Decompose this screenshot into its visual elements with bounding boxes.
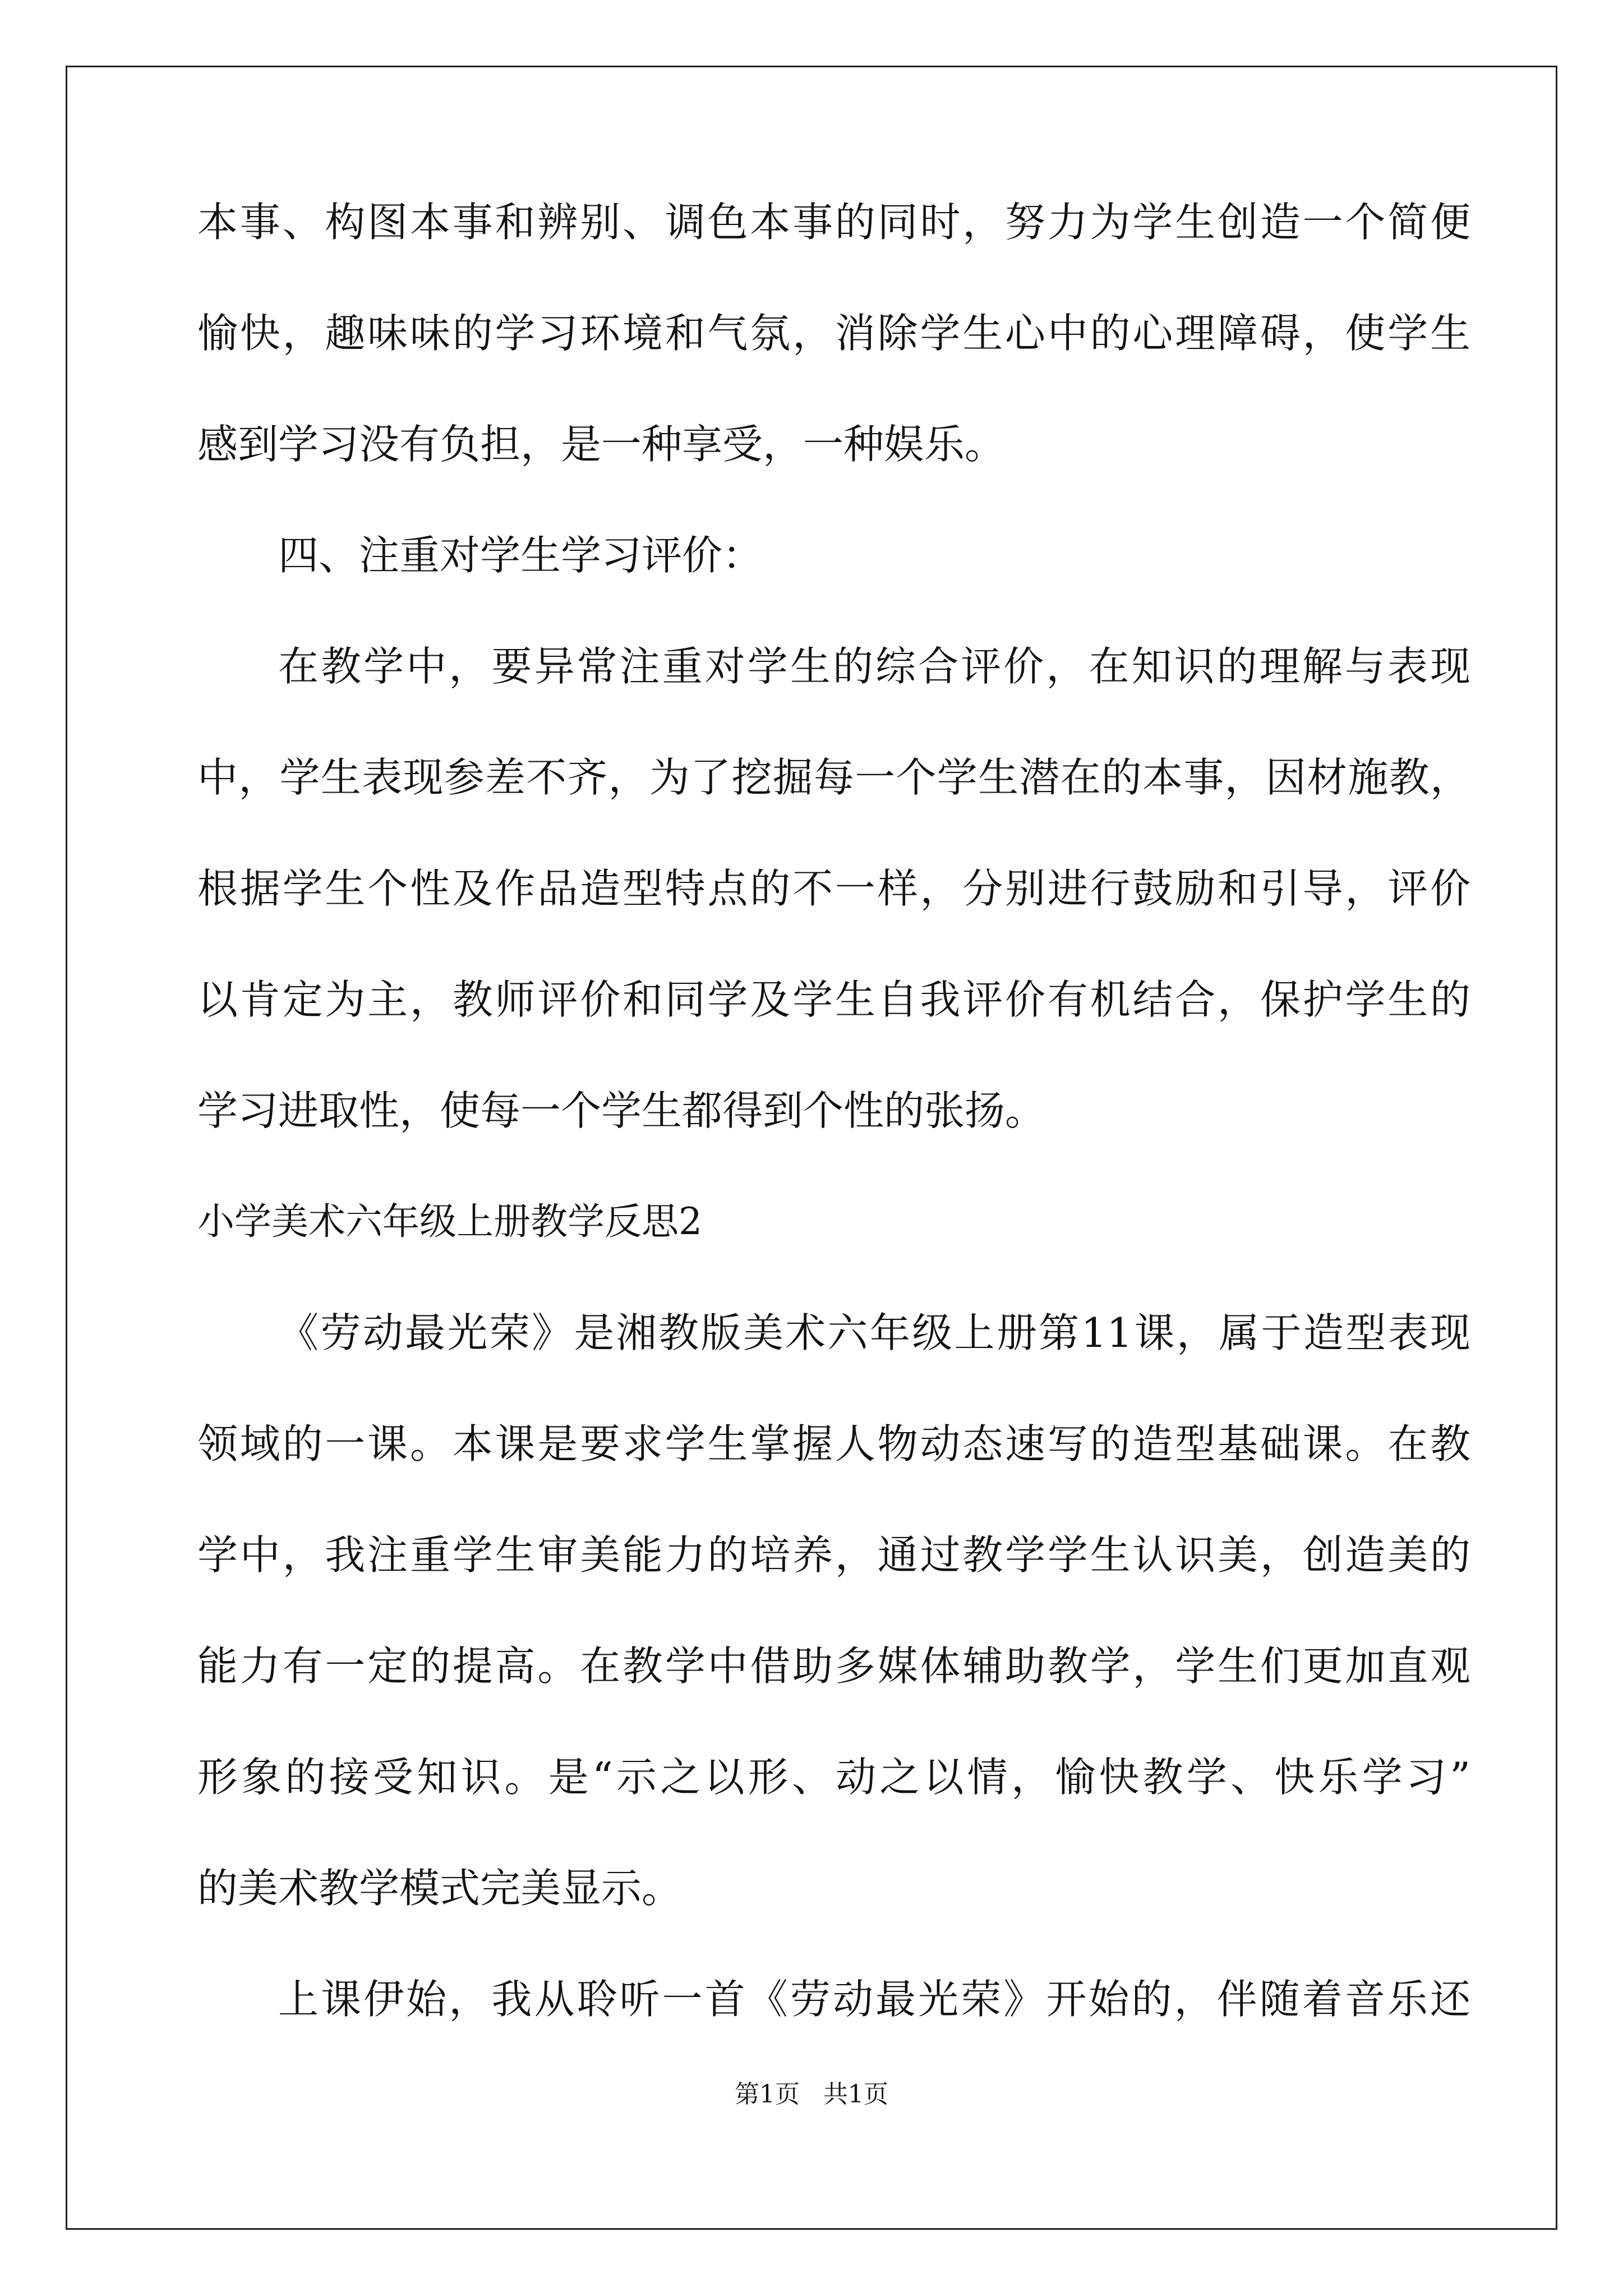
page-number: 第1页 [735,2080,800,2109]
paragraph-line: 领域的一课。本课是要求学生掌握人物动态速写的造型基础课。在教 [197,1420,1470,1467]
paragraph-line: 上课伊始，我从聆听一首《劳动最光荣》开始的，伴随着音乐还 [278,1976,1470,2023]
paragraph-line: 感到学习没有负担，是一种享受，一种娱乐。 [197,421,1006,468]
paragraph-line: 以肯定为主，教师评价和同学及学生自我评价有机结合，保护学生的 [197,976,1470,1023]
paragraph-line: 根据学生个性及作品造型特点的不一样，分别进行鼓励和引导，评价 [197,865,1470,912]
paragraph-line: 愉快，趣味味的学习环境和气氛，消除学生心中的心理障碍，使学生 [197,310,1470,357]
article-title: 小学美术六年级上册教学反思2 [197,1200,702,1243]
paragraph-line: 能力有一定的提高。在教学中借助多媒体辅助教学，学生们更加直观 [197,1642,1470,1690]
document-body [197,199,1470,2090]
paragraph-line: 形象的接受知识。是“示之以形、动之以情，愉快教学、快乐学习” [197,1754,1470,1801]
page-total: 共1页 [823,2080,888,2109]
paragraph-line: 在教学中，要异常注重对学生的综合评价，在知识的理解与表现 [278,643,1470,690]
page-footer [0,2082,1623,2107]
paragraph-line: 学习进取性，使每一个学生都得到个性的张扬。 [197,1087,1046,1134]
paragraph-line: 本事、构图本事和辨别、调色本事的同时，努力为学生创造一个简便 [197,199,1470,246]
paragraph-line: 中，学生表现参差不齐，为了挖掘每一个学生潜在的本事，因材施教， [197,754,1470,801]
paragraph-line: 学中，我注重学生审美能力的培养，通过教学学生认识美，创造美的 [197,1531,1470,1579]
paragraph-line: 的美术教学模式完美显示。 [197,1865,683,1912]
section-heading: 四、注重对学生学习评价： [278,532,763,579]
paragraph-line: 《劳动最光荣》是湘教版美术六年级上册第11课，属于造型表现 [278,1309,1470,1356]
